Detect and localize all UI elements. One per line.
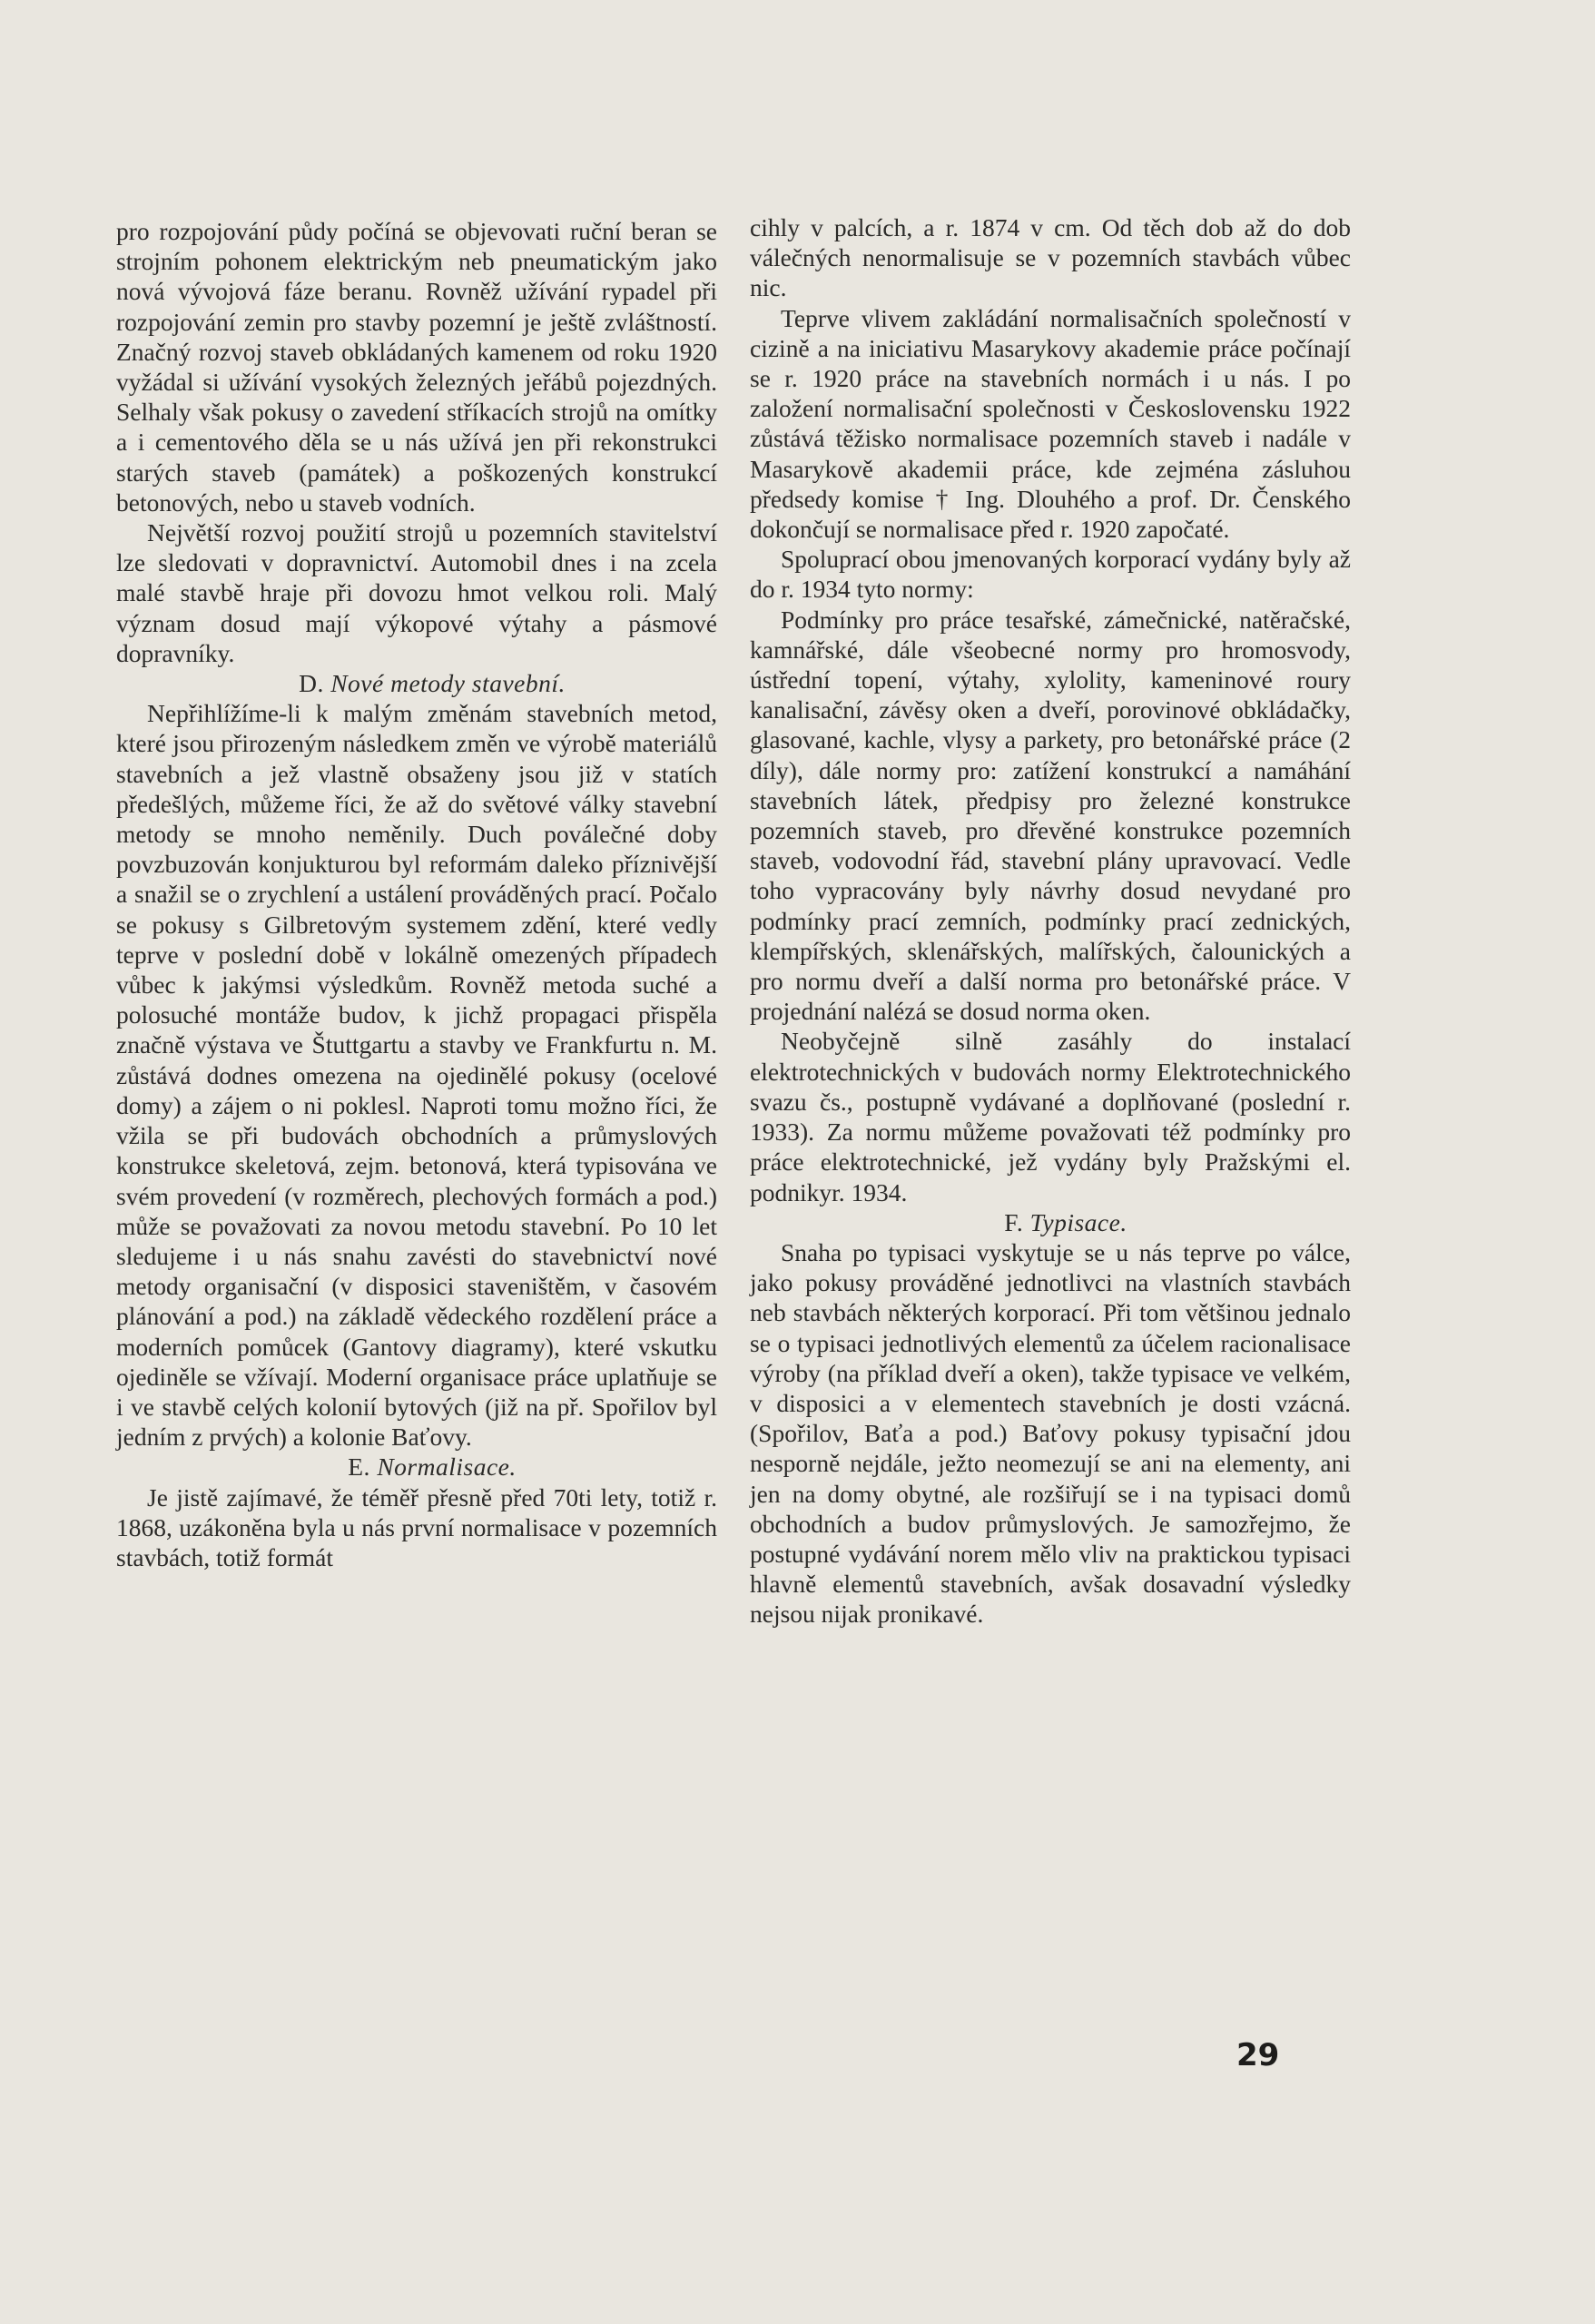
page-number: 29: [1236, 2037, 1280, 2073]
paragraph: cihly v palcích, a r. 1874 v cm. Od těch dob až do dob válečných nenormalisuje se v pozemních stavbách vůbec nic.: [750, 213, 1351, 302]
left-column: [116, 216, 717, 1572]
section-title: Normalisace.: [377, 1452, 517, 1482]
paragraph: Je jistě zajímavé, že téměř přesně před 70ti lety, totiž r. 1868, uzákoněna byla u nás první normalisace v pozemních stavbách, totiž formát: [116, 1482, 717, 1571]
section-letter: F.: [1004, 1207, 1024, 1236]
section-heading-d: [116, 668, 717, 698]
paragraph: Teprve vlivem zakládání normalisačních společností v cizině a na iniciativu Masarykovy akademie práce počínají se r. 1920 práce na stavebních normách i u nás. I po založení normalisační společnosti v Československu 1922 zůstává těžisko normalisace pozemních staveb i nadále v Masarykově akademii práce, kde zejména zásluhou předsedy komise † Ing. Dlouhého a prof. Dr. Čenského dokončují se normalisace před r. 1920 započaté.: [750, 303, 1351, 544]
section-title: Typisace.: [1029, 1207, 1127, 1236]
paragraph: Nepřihlížíme-li k malým změnám stavebních metod, které jsou přirozeným následkem změn ve výrobě materiálů stavebních a jež vlastně obsaženy jsou již v statích předešlých, můžeme říci, že až do světové války stavební metody se mnoho neměnily. Duch poválečné doby povzbuzován konjukturou byl reformám daleko příznivější a snažil se o zrychlení a ustálení prováděných prací. Počalo se pokusy s Gilbretovým systemem zdění, které vedly teprve v poslední době v lokálně omezených případech vůbec k jakýmsi výsledkům. Rovněž metoda suché a polosuché montáže budov, k jichž propagaci přispěla značně výstava ve Štuttgartu a stavby ve Frankfurtu n. M. zůstává dodnes omezena na ojedinělé pokusy (ocelové domy) a zájem o ni poklesl. Naproti tomu možno říci, že vžila se při budovách obchodních a průmyslových konstrukce skeletová, zejm. betonová, která typisována ve svém provedení (v rozměrech, plechových formách a pod.) může se považovati za novou metodu stavební. Po 10 let sledujeme i u nás snahu zavésti do stavebnictví nové metody organisační (v disposici staveništěm, v časovém plánování a pod.) na základě vědeckého rozdělení práce a moderních pomůcek (Gantovy diagramy), které vskutku ojediněle se vžívají. Moderní organisace práce uplatňuje se i ve stavbě celých kolonií bytových (již na př. Spořilov byl jedním z prvých) a kolonie Baťovy.: [116, 699, 717, 1452]
section-heading-f: [750, 1207, 1351, 1237]
section-letter: E.: [348, 1452, 370, 1482]
section-heading-e: [116, 1452, 717, 1482]
paragraph: pro rozpojování půdy počíná se objevovati ruční beran se strojním pohonem elektrickým neb pneumatickým jako nová vývojová fáze beranu. Rovněž užívání rypadel při rozpojování zemin pro stavby pozemní je ještě zvláštností. Značný rozvoj staveb obkládaných kamenem od roku 1920 vyžádal si užívání vysokých železných jeřábů pojezdných. Selhaly však pokusy o zavedení stříkacích strojů na omítky a i cementového děla se u nás užívá jen při rekonstrukci starých staveb (památek) a poškozených konstrukcí betonových, nebo u staveb vodních.: [116, 217, 717, 517]
paragraph: Podmínky pro práce tesařské, zámečnické, natěračské, kamnářské, dále všeobecné normy pro hromosvody, ústřední topení, výtahy, xylolity, kameninové roury kanalisační, závěsy oken a dveří, porovinové obkládačky, glasované, kachle, vlysy a parkety, pro betonářské práce (2 díly), dále normy pro: zatížení konstrukcí a namáhání stavebních látek, předpisy pro železné konstrukce pozemních staveb, pro dřevěné konstrukce pozemních staveb, vodovodní řád, stavební plány upravovací. Vedle toho vypracovány byly návrhy dosud nevydané pro podmínky prací zemních, podmínky prací zednických, klempířských, sklenářských, malířských, čalounických a pro normu dveří a další norma pro betonářské práce. V projednání nalézá se dosud norma oken.: [750, 605, 1351, 1026]
section-letter: D.: [299, 669, 324, 698]
right-column: [750, 212, 1351, 1630]
paragraph: Snaha po typisaci vyskytuje se u nás teprve po válce, jako pokusy prováděné jednotlivci na vlastních stavbách neb stavbách některých korporací. Při tom většinou jednalo se o typisaci jednotlivých elementů za účelem racionalisace výroby (na příklad dveří a oken), takže typisace ve velkém, v disposici a v elementech stavebních je dosti vzácná. (Spořilov, Baťa a pod.) Baťovy pokusy typisační jdou nesporně nejdále, ježto neomezují se ani na elementy, ani jen na domy obytné, ale rozšiřují se i na typisaci domů obchodních a budov průmyslových. Je samozřejmo, že postupné vydávání norem mělo vliv na praktickou typisaci hlavně elementů stavebních, avšak dosavadní výsledky nejsou nijak pronikavé.: [750, 1237, 1351, 1629]
section-title: Nové metody stavební.: [330, 669, 566, 698]
paragraph: Největší rozvoj použití strojů u pozemních stavitelství lze sledovati v dopravnictví. Automobil dnes i na zcela malé stavbě hraje při dovozu hmot velkou roli. Malý význam dosud mají výkopové výtahy a pásmové dopravníky.: [116, 518, 717, 667]
paragraph: Neobyčejně silně zasáhly do instalací elektrotechnických v budovách normy Elektrotechnického svazu čs., postupně vydávané a doplňované (poslední r. 1933). Za normu můžeme považovati též podmínky pro práce elektrotechnické, jež vydány byly Pražskými el. podnikyr. 1934.: [750, 1027, 1351, 1206]
paragraph: Spoluprací obou jmenovaných korporací vydány byly až do r. 1934 tyto normy:: [750, 545, 1351, 604]
